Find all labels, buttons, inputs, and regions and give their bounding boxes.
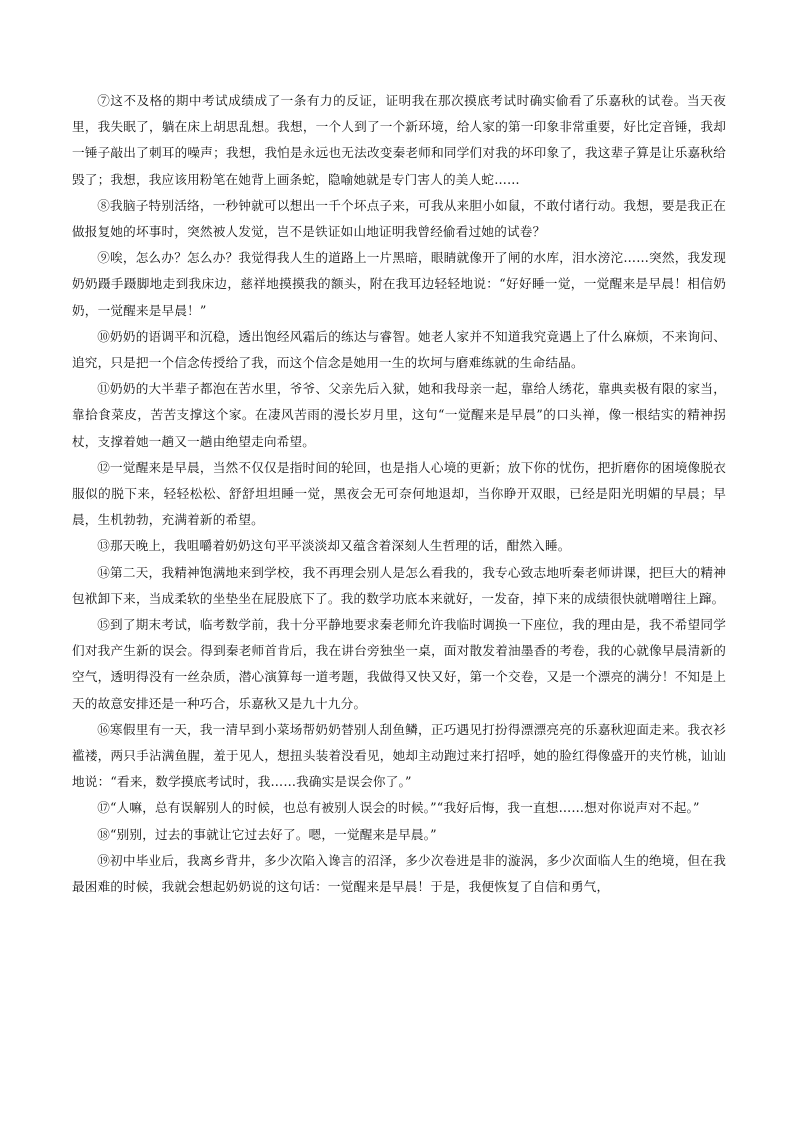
paragraph-17: ⑰“人嘛，总有误解别人的时候，也总有被别人误会的时候。”“我好后悔，我一直想……想对你说声对不起。” [97,800,700,816]
paragraph-13: ⑬那天晚上，我咀嚼着奶奶这句平平淡淡却又蕴含着深刻人生哲理的话，酣然入睡。 [97,538,571,554]
paragraph-7: ⑦这不及格的期中考试成绩成了一条有力的反证，证明我在那次摸底考试时确实偷看了乐嘉秋的试卷。当天夜里，我失眠了，躺在床上胡思乱想。我想，一个人到了一个新环境，给人家的第一印象非常重要，好比定音锤，我却一锤子敲出了刺耳的噪声；我想，我怕是永远也无法改变秦老师和同学们对我的坏印象了，我这辈子算是让乐嘉秋给毁了；我想，我应该用粉笔在她背上画条蛇，隐喻她就是专门害人的美人蛇…… [72,93,726,187]
paragraph-19: ⑲初中毕业后，我离乡背井，多少次陷入谗言的沼泽，多少次卷进是非的漩涡，多少次面临人生的绝境，但在我最困难的时候，我就会想起奶奶说的这句话：一觉醒来是早晨！于是，我便恢复了自信和勇气， [72,852,726,895]
paragraph-14: ⑭第二天，我精神饱满地来到学校，我不再理会别人是怎么看我的，我专心致志地听秦老师讲课，把巨大的精神包袱卸下来，当成柔软的坐垫坐在屁股底下了。我的数学功底本来就好，一发奋，掉下来的成绩很快就噌噌往上蹿。 [72,564,726,606]
paragraph-10: ⑩奶奶的语调平和沉稳，透出饱经风霜后的练达与睿智。她老人家并不知道我究竟遇上了什么麻烦，不来询问、追究，只是把一个信念传授给了我，而这个信念是她用一生的坎坷与磨难练就的生命结晶。 [72,328,726,371]
paragraph-9: ⑨唉，怎么办？怎么办？我觉得我人生的道路上一片黑暗，眼睛就像开了闸的水库，泪水滂沱……突然，我发现奶奶蹑手蹑脚地走到我床边，慈祥地摸摸我的额头，附在我耳边轻轻地说：“好好睡一觉，一觉醒来是早晨！相信奶奶，一觉醒来是早晨！” [72,250,726,318]
paragraph-8: ⑧我脑子特别活络，一秒钟就可以想出一千个坏点子来，可我从来胆小如鼠，不敢付诸行动。我想，要是我正在做报复她的坏事时，突然被人发觉，岂不是铁证如山地证明我曾经偷看过她的试卷？ [72,197,726,240]
paragraph-15: ⑮到了期末考试，临考数学前，我十分平静地要求秦老师允许我临时调换一下座位，我的理由是，我不希望同学们对我产生新的误会。得到秦老师首肯后，我在讲台旁独坐一桌，面对散发着油墨香的考卷，我的心就像早晨清新的空气，透明得没有一丝杂质，潜心演算每一道考题，我做得又快又好，第一个交卷，又是一个漂亮的满分！不知是上天的故意安排还是一种巧合，乐嘉秋又是九十九分。 [72,617,726,711]
paragraph-11: ⑪奶奶的大半辈子都泡在苦水里，爷爷、父亲先后入狱，她和我母亲一起，靠给人绣花，靠典卖极有限的家当，靠拾食菜皮，苦苦支撑这个家。在凄风苦雨的漫长岁月里，这句“一觉醒来是早晨”的口头禅，像一根结实的精神拐杖，支撑着她一趟又一趟由绝望走向希望。 [72,381,726,449]
paragraph-18: ⑱“别别，过去的事就让它过去好了。嗯，一觉醒来是早晨。” [97,826,437,842]
paragraph-12: ⑫一觉醒来是早晨，当然不仅仅是指时间的轮回，也是指人心境的更新；放下你的忧伤，把折磨你的困境像脱衣服似的脱下来，轻轻松松、舒舒坦坦睡一觉，黑夜会无可奈何地退却，当你睁开双眼，已经是阳光明媚的早晨；早晨，生机勃勃，充满着新的希望。 [72,459,726,528]
paragraph-16: ⑯寒假里有一天，我一清早到小菜场帮奶奶替别人刮鱼鳞，正巧遇见打扮得漂漂亮亮的乐嘉秋迎面走来。我衣衫褴褛，两只手沾满鱼腥，羞于见人，想扭头装着没看见，她却主动跑过来打招呼，她的脸红得像盛开的夹竹桃，讪讪地说：“看来，数学摸底考试时，我……我确实是误会你了。” [72,721,726,790]
article-body [72,88,726,900]
